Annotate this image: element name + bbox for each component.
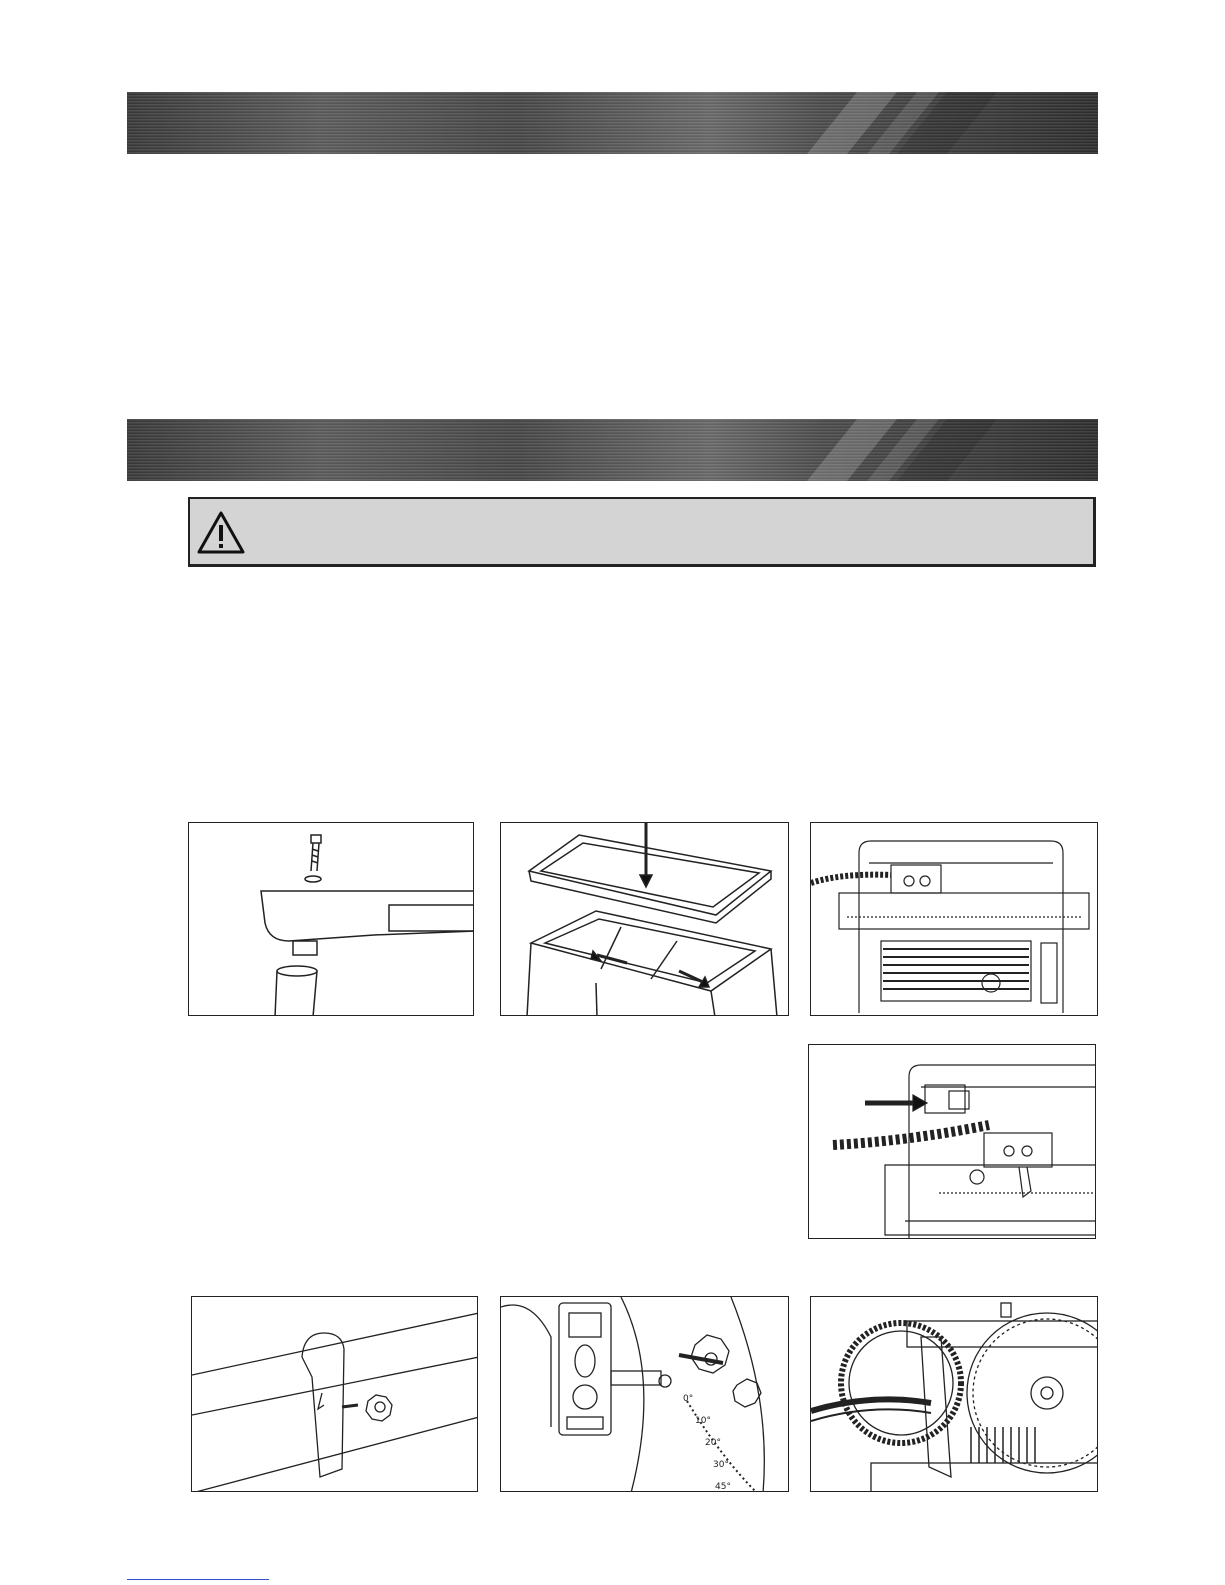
fig-rail-clamp <box>191 1296 478 1492</box>
banner-stripes <box>127 92 1098 154</box>
fig-cable-chain <box>808 1044 1096 1239</box>
bevel-mark-45: 45° <box>715 1482 731 1492</box>
bevel-mark-10: 10° <box>695 1416 711 1426</box>
section-banner-top <box>127 92 1098 154</box>
footer-link-underline <box>127 1579 269 1580</box>
fig-blade-guard <box>810 1296 1098 1492</box>
warning-box <box>188 497 1096 567</box>
fig-saw-top-view <box>810 822 1098 1016</box>
warning-triangle-icon <box>196 509 246 560</box>
fig-water-tray <box>500 822 789 1016</box>
fig-leg-bolt <box>188 822 474 1016</box>
bevel-mark-30: 30° <box>713 1460 729 1470</box>
bevel-knob-illustration <box>501 1297 789 1492</box>
bevel-mark-0: 0° <box>683 1394 694 1404</box>
water-tray-illustration <box>501 823 789 1016</box>
leg-bolt-illustration <box>189 823 474 1016</box>
cable-chain-illustration <box>809 1045 1096 1239</box>
rail-clamp-illustration <box>192 1297 478 1492</box>
saw-top-view-illustration <box>811 823 1098 1016</box>
blade-guard-illustration <box>811 1297 1098 1492</box>
section-banner-assembly <box>127 419 1098 481</box>
banner-stripes <box>127 419 1098 481</box>
bevel-mark-20: 20° <box>705 1438 721 1448</box>
fig-bevel-knob <box>500 1296 789 1492</box>
